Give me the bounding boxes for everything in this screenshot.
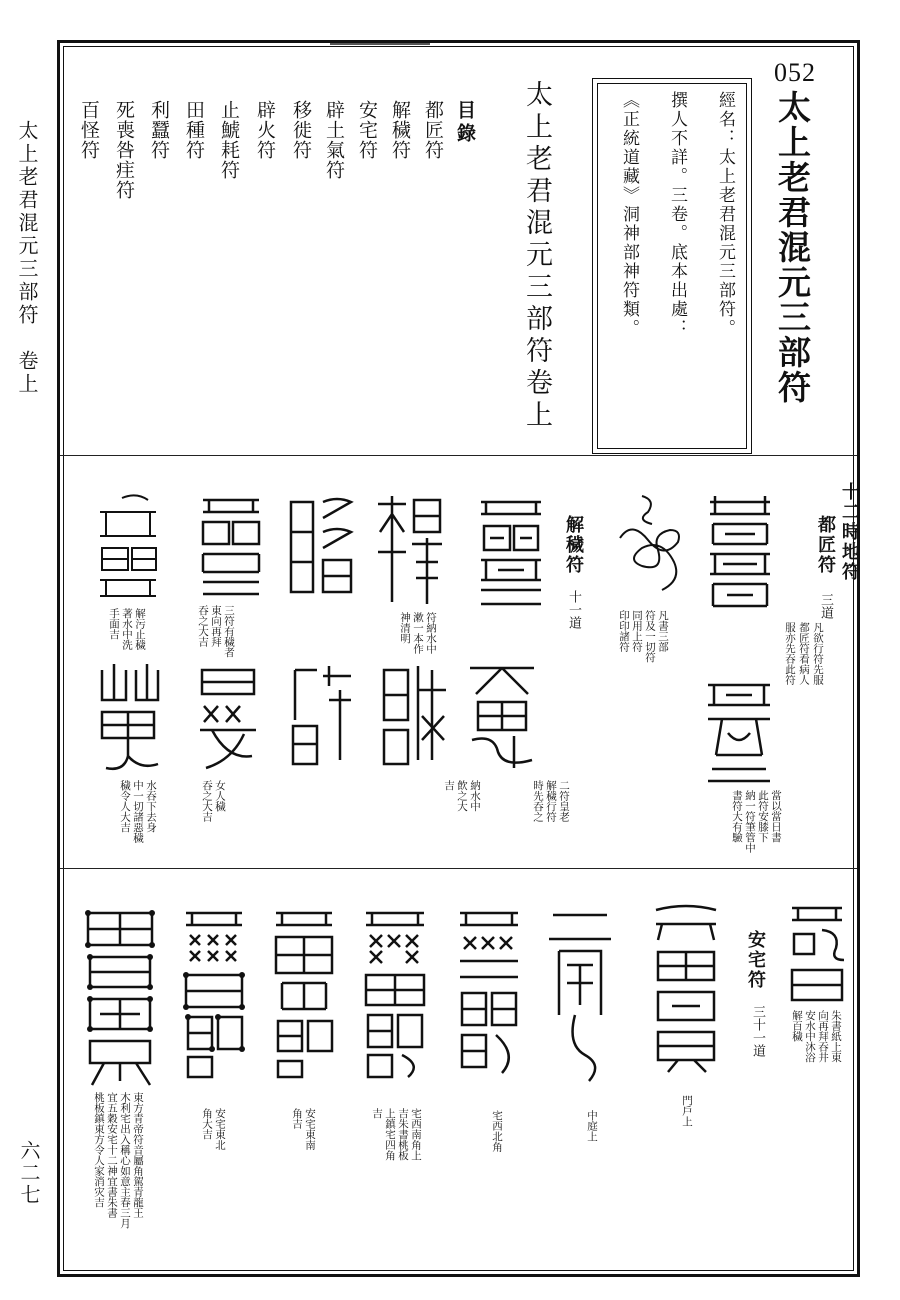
caption-line: 吞之大吉 [197,605,209,647]
caption-line: 水吞下去身 [145,780,157,833]
caption-line: 符納水中 [425,612,437,654]
caption-line: 中一切諸惡穢 [132,780,144,843]
talisman-seal [192,660,264,772]
caption-r2c2 [531,780,570,822]
caption-line: 向再拜吞井 [817,1010,829,1063]
section-count-jiehui: 十一道 [566,590,581,629]
caption-r3c3 [585,1110,598,1142]
caption-line: 凡書三部 [657,610,669,652]
talisman-seal [648,900,724,1076]
caption-r1c4 [196,605,235,658]
volume-title: 太上老君混元三部符卷上 [521,80,552,432]
section-count-anzhai: 三十一道 [750,1005,765,1057]
caption-line: 手面吉 [108,608,120,640]
caption-line: 服亦先吞此符 [784,622,796,685]
caption-line: 飲之大 [456,780,468,812]
toc-item: 移徙符 [290,100,312,160]
toc-item: 辟火符 [254,100,276,160]
caption-line: 印印諸符 [618,610,630,652]
caption-line: 解百穢 [791,1010,803,1042]
caption-line: 著水中洗 [121,608,133,650]
talisman-seal [464,660,540,772]
toc-heading: 目錄 [454,100,476,146]
caption-line: 東向再拜 [210,605,222,647]
caption-r1c5 [107,608,146,650]
caption-line: 此符安膝下 [757,790,769,843]
toc-item: 百怪符 [78,100,100,160]
caption-line: 解穢行符 [545,780,557,822]
side-running-title: 太上老君混元三部符 卷上 [15,120,39,396]
caption-line: 宜五穀安宅十二神宜書朱書 [106,1092,118,1218]
caption-line: 凡欲行符先服 [812,622,824,685]
caption-line: 安宅東南 [304,1108,316,1150]
toc-item: 死喪咎疰符 [113,100,135,200]
caption-r2c5 [118,780,157,843]
caption-line: 吞之大吉 [201,780,213,822]
talisman-seal [80,905,160,1090]
caption-r1c1 [783,622,825,685]
caption-line: 中庭上 [586,1110,598,1142]
caption-line: 神清明 [399,612,411,644]
caption-r2c3 [442,780,481,812]
talisman-seal [178,905,250,1081]
caption-r3c8 [92,1092,144,1229]
caption-r3c4 [490,1110,503,1152]
caption-r3c5 [370,1108,422,1161]
caption-line: 穢令人大吉 [119,780,131,833]
caption-line: 時先吞之 [532,780,544,822]
talisman-seal [612,490,687,600]
caption-r3c2 [680,1095,693,1127]
section-title-jiehui: 解穢符 [563,515,584,575]
caption-line: 書符大有驗 [731,790,743,843]
caption-line: 漱一本作 [412,612,424,654]
caption-r2c4 [200,780,226,822]
talisman-seal [285,492,357,602]
caption-line: 解污止穢 [134,608,146,650]
toc-item: 止鯱耗符 [218,100,240,180]
talisman-seal [358,905,432,1081]
divider-upper [60,455,857,456]
talisman-seal [545,905,615,1085]
note-line-1: 經名：太上老君混元三部符。 [715,91,735,338]
caption-line: 吉 [443,780,455,791]
caption-line: 都匠符看病人 [798,622,810,685]
page-number: 六二七 [17,1140,41,1206]
bibliographic-note-box [592,78,752,454]
caption-line: 二符皇老 [558,780,570,822]
caption-r3c1 [790,1010,842,1063]
toc-item: 安宅符 [356,100,378,160]
talisman-seal [285,660,357,772]
caption-line: 三符有穢者 [223,605,235,658]
talisman-seal [195,492,267,602]
talisman-seal [786,900,848,1010]
talisman-seal [268,905,340,1081]
toc-item: 利蠶符 [148,100,170,160]
top-edge-marks [330,32,430,38]
caption-r1c3 [398,612,437,654]
talisman-seal [92,660,164,780]
caption-line: 納一符筆管中 [744,790,756,853]
caption-line: 上鎮宅四角 [384,1108,396,1161]
caption-line: 符及一切符 [644,610,656,663]
caption-line: 安水中沐浴 [804,1010,816,1063]
caption-line: 吉 [371,1108,383,1119]
caption-r1c2 [617,610,669,663]
caption-line: 女人穢 [214,780,226,812]
talisman-seal [452,905,526,1081]
caption-r3c6 [290,1108,316,1150]
section-count-dujiang: 三道 [818,593,833,619]
section-title-anzhai: 安宅符 [745,930,766,990]
caption-line: 角大吉 [201,1108,213,1140]
talisman-seal [705,492,775,612]
caption-line: 納水中 [469,780,481,812]
section-title-shichen: 十二時地符 [839,482,860,582]
caption-line: 宅西北角 [491,1110,503,1152]
caption-line: 安宅東北 [214,1108,226,1150]
note-line-3: 《正統道藏》洞神部神符類。 [619,91,639,338]
caption-line: 朱書紙上東 [830,1010,842,1063]
caption-r2c1 [730,790,782,853]
talisman-seal [476,492,546,612]
talisman-seal [702,675,776,787]
caption-line: 桃板鎮東方令人家消灾吉 [93,1092,105,1208]
note-line-2: 撰人不詳。三卷。底本出處： [667,91,687,338]
section-title-dujiang: 都匠符 [815,515,836,575]
caption-line: 吉朱書桃板 [397,1108,409,1161]
document-number: 052 [774,58,816,87]
caption-line: 同用上符 [631,610,643,652]
caption-line: 當以當日書 [770,790,782,843]
caption-line: 東方青帝符音屬角駕青龍王 [132,1092,144,1218]
talisman-seal [378,660,450,772]
toc-item: 都匠符 [422,100,444,160]
talisman-seal [92,492,164,602]
caption-line: 木利宅出入稱心如意主春三月 [119,1092,131,1229]
divider-lower [60,868,857,869]
big-title: 太上老君混元三部符 [773,90,812,405]
toc-item: 田種符 [183,100,205,160]
caption-line: 宅西南角上 [410,1108,422,1161]
toc-item: 解穢符 [389,100,411,160]
toc-item: 辟土氣符 [323,100,345,180]
talisman-seal [372,492,444,612]
caption-r3c7 [200,1108,226,1150]
caption-line: 角吉 [291,1108,303,1129]
caption-line: 門戶上 [681,1095,693,1127]
